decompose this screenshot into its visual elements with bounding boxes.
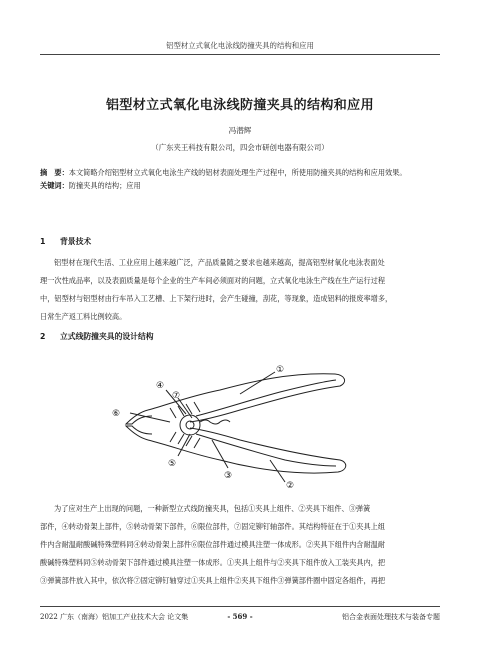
label-6: ⑥ (112, 409, 121, 419)
paragraph-line: 酸碱特殊塑料同⑤转动骨架下部件通过模具注塑一体成形。①夹具上组件与②夹具下组件放入工装夹具内，把 (40, 558, 386, 567)
section-2-body (40, 500, 440, 590)
paragraph-line: 件内含耐温耐酸碱特殊塑料同④转动骨架上部件⑥限位部件通过模具注塑一体成形。②夹具下组件内含耐温耐 (40, 540, 386, 549)
label-5: ⑤ (168, 459, 177, 469)
footer-right: 铝合金表面处理技术与装备专题 (342, 613, 440, 621)
paragraph-line: 为了应对生产上出现的问题，一种新型立式线防撞夹具，包括①夹具上组件、②夹具下组件、③弹簧 (54, 504, 371, 513)
clamp-figure (100, 360, 370, 490)
page-number: - 569 - (227, 612, 253, 621)
abstract (40, 167, 440, 180)
paragraph-line: 中，铝型材与铝型材由行车吊入工艺槽、上下架行进时，会产生碰撞，刮花，等现象，造成铝料的报废率增多， (40, 294, 393, 303)
label-2: ② (286, 481, 295, 490)
keywords (40, 180, 440, 193)
paragraph-line: 日常生产返工料比例较高。 (40, 312, 127, 321)
paragraph-line: ③弹簧部件放入其中，依次将⑦固定铆钉轴穿过①夹具上组件②夹具下组件③弹簧部件圈中固定各组件，再把 (40, 576, 386, 585)
keywords-label: 关键词： (40, 180, 69, 190)
author: 冯潜辉 (228, 126, 252, 135)
abstract-block (40, 167, 440, 192)
section-number: 2 (40, 332, 46, 341)
affiliation: （广东夹王科技有限公司，四会市研创电器有限公司） (151, 143, 329, 152)
section-number: 1 (40, 237, 46, 246)
pivot-rivet (186, 421, 194, 429)
jaw-lower (126, 426, 152, 440)
header-rule (40, 54, 440, 55)
paper-title: 铝型材立式氧化电泳线防撞夹具的结构和应用 (105, 98, 374, 113)
label-3: ③ (224, 471, 233, 481)
footer-left: 2022 广东（南海）铝加工产业技术大会 论文集 (40, 613, 189, 621)
paragraph-line: 铝型材在现代生活、工业应用上越来越广泛，产品质量随之要求也越来越高，提高铝型材氧化电泳表面处 (54, 258, 385, 267)
running-header: 铝型材立式氧化电泳线防撞夹具的结构和应用 (166, 41, 314, 50)
label-7: ⑦ (172, 391, 181, 401)
section-title: 立式线防撞夹具的设计结构 (60, 332, 154, 341)
lower-arm (148, 428, 346, 473)
label-4: ④ (156, 381, 165, 391)
spring-part (200, 420, 230, 424)
section-title: 背景技术 (60, 237, 92, 246)
paragraph-line: 理一次性成品率，以及表面质量是每个企业的生产车间必须面对的问题，立式氧化电泳生产线在生产运行过程 (40, 276, 386, 285)
footer-rule (40, 606, 440, 607)
label-1: ① (276, 365, 285, 375)
abstract-label: 摘 要： (40, 168, 69, 177)
section-1-heading (40, 236, 91, 247)
paragraph-line: 部件，④转动骨架上部件，⑤转动骨架下部件，⑥限位部件，⑦固定铆钉轴部件。其结构特征在于①夹具上组 (40, 522, 386, 531)
section-2-heading (40, 331, 154, 342)
section-1-body (40, 254, 440, 326)
upper-arm-inner (196, 380, 336, 416)
lower-arm-inner (196, 434, 336, 466)
pivot-ring (180, 415, 200, 435)
abstract-text: 本文简略介绍铝型材立式氧化电泳生产线的铝材表面处理生产过程中，所使用防撞夹具的结构和应用效果。 (68, 168, 407, 177)
keywords-text: 防撞夹具的结构；应用 (68, 180, 141, 190)
